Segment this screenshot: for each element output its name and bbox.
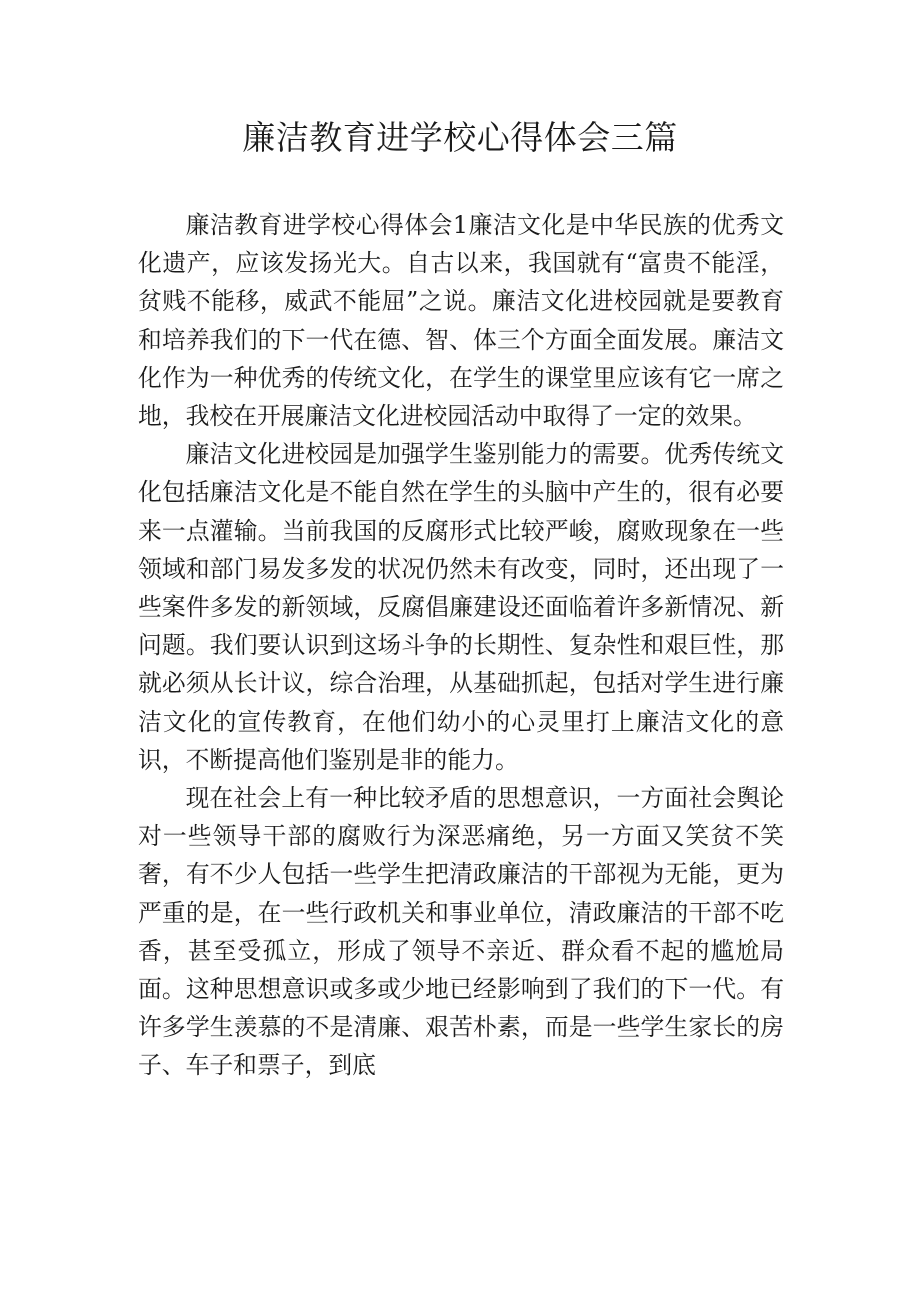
paragraph-2: 廉洁文化进校园是加强学生鉴别能力的需要。优秀传统文化包括廉洁文化是不能自然在学生的头脑中产生的，很有必要来一点灌输。当前我国的反腐形式比较严峻，腐败现象在一些领域和部门易发多发的状况仍然未有改变，同时，还出现了一些案件多发的新领域，反腐倡廉建设还面临着许多新情况、新问题。我们要认识到这场斗争的长期性、复杂性和艰巨性，那就必须从长计议，综合治理，从基础抓起，包括对学生进行廉洁文化的宣传教育，在他们幼小的心灵里打上廉洁文化的意识，不断提高他们鉴别是非的能力。 [138, 440, 784, 774]
paragraph-1: 廉洁教育进学校心得体会1廉洁文化是中华民族的优秀文化遗产，应该发扬光大。自古以来，我国就有“富贵不能淫，贫贱不能移，威武不能屈”之说。廉洁文化进校园就是要教育和培养我们的下一代在德、智、体三个方面全面发展。廉洁文化作为一种优秀的传统文化，在学生的课堂里应该有它一席之地，我校在开展廉洁文化进校园活动中取得了一定的效果。 [138, 211, 784, 431]
paragraph-3: 现在社会上有一种比较矛盾的思想意识，一方面社会舆论对一些领导干部的腐败行为深恶痛绝，另一方面又笑贫不笑奢，有不少人包括一些学生把清政廉洁的干部视为无能，更为严重的是，在一些行政机关和事业单位，清政廉洁的干部不吃香，甚至受孤立，形成了领导不亲近、群众看不起的尴尬局面。这种思想意识或多或少地已经影响到了我们的下一代。有许多学生羡慕的不是清廉、艰苦朴素，而是一些学生家长的房子、车子和票子，到底 [138, 784, 784, 1080]
document-title: 廉洁教育进学校心得体会三篇 [242, 118, 678, 157]
document-body [138, 206, 784, 1085]
